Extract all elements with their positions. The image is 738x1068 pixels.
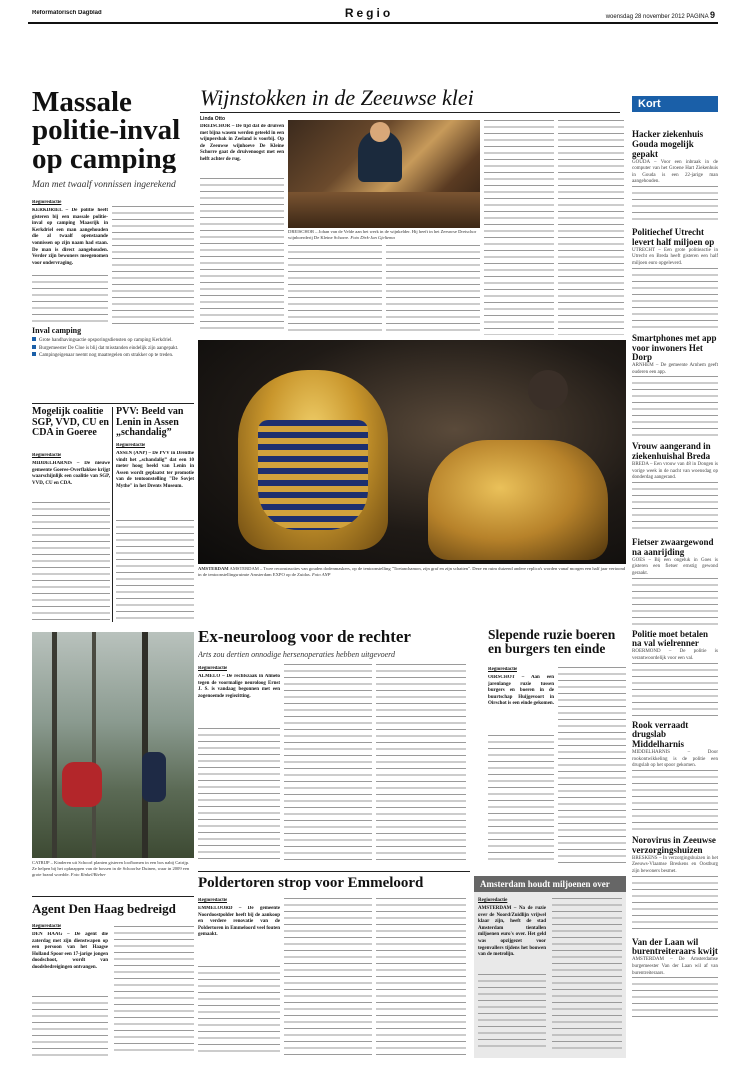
neuro-lead: ALMELO – De rechtszaak in Almelo tegen de voormalige neuroloog Ernst J. S. is vandaag begonnen met een zogenoemde regiezitting. (198, 674, 280, 699)
neuro-body-col1 (198, 728, 280, 863)
top-subhead: Man met twaalf vonnissen ingerekend (32, 180, 176, 190)
coalitie-dateline: Regioredactie (32, 453, 62, 458)
sidebar-item-lead: BREDA – Een vrouw van 48 in Dongen is vorige week in de nacht van woensdag op donderdag aangerand. (632, 462, 718, 481)
lenin-dateline: Regioredactie (116, 443, 146, 448)
neuro-subhead: Arts zou dertien onnodige hersenoperaties hebben uitgevoerd (198, 650, 395, 659)
main-photo-caption: DREISCHOR – Johan van de Velde aan het werk in de wijnkelder. Hij heeft in het Zeeuwse Dreischor wijnboerderij De Kleine Schorre. Foto Dirk-Jan Gjeltema (288, 229, 477, 240)
coalitie-headline: Mogelijk coalitie SGP, VVD, CU en CDA in Goeree (32, 407, 109, 438)
agent-lead: DEN HAAG – De agent die zaterdag met zijn dienstwapen op een persoon van het Haagse Holland Spoor een 17-jarige jongen doodschoot, wordt van doodsbedreigingen ontvangen. (32, 932, 108, 970)
amsterdam-title: Amsterdam houdt miljoenen over (474, 876, 626, 892)
neuro-body-col2 (284, 664, 372, 863)
sidebar-item-title: Rook verraadt drugslab Middelharnis (632, 719, 689, 750)
child-blue-coat (142, 752, 166, 802)
agent-dateline: Regioredactie (32, 924, 62, 929)
factbox-item: Burgemeester De Cloe is blij dat misstanden eindelijk zijn aangepakt. (32, 345, 192, 353)
top-headline: Massale politie-inval op camping (32, 88, 181, 174)
ruzie-body-col1 (488, 735, 554, 863)
top-body-col2 (112, 206, 194, 324)
factbox-item: Campingeigenaar neemt nog maatregelen om strakker op te treden. (32, 352, 192, 360)
neuro-headline: Ex-neuroloog voor de rechter (198, 628, 411, 646)
sidebar-item-lead: GOES – Bij een ongeluk in Goes is gisteren een fietser ernstig gewond geraakt. (632, 557, 718, 576)
polder-lead: EMMELOORD – De gemeente Noordoostpolder heeft bij de aankoop en verdere renovatie van de Poldertoren in Emmeloord veel fouten gemaakt. (198, 906, 280, 938)
amsterdam-dateline: Regioredactie (478, 898, 508, 903)
sidebar-item-title: Van der Laan wil burentreiteraars kwijt (632, 936, 718, 957)
banner-caption: AMSTERDAM AMSTERDAM – Twee reconstructies van gouden dodenmaskers, op de tentoonstelling "Toetanchamon, zijn graf en zijn schatten". Deze en ruim duizend andere replica's worden vanaf morgen een half jaar vertoond in de tentoonstellingsruimte Amsterdam EXPO op de Zuidas. Foto ANP (198, 566, 626, 577)
top-lead: KERKDRIEL – De politie heeft gisteren bij een massale politie-inval op camping Maasrijk in Kerkdriel een man aangehouden die al twaalf openstaande vonnissen op zijn naam had staan. De man is direct aangehouden. Verder zijn bewoners meegenomen voor ondervraging. (32, 208, 108, 266)
main-body-col4 (484, 120, 554, 335)
neuro-body-col3 (376, 664, 466, 863)
sidebar-item-title: Smartphones met app voor inwoners Het Dorp (632, 332, 717, 363)
agent-body-col2 (114, 926, 194, 1056)
sidebar-item-lead: ARNHEM – De gemeente Arnhem geeft ouderen een app. (632, 363, 718, 375)
sidebar-item-title: Politiechef Utrecht levert half miljoen op (632, 227, 715, 247)
main-body-col5 (558, 120, 624, 335)
sidebar-item-lead: AMSTERDAM – De Amsterdamse burgemeester Van der Laan wil af van burentreiteraars. (632, 957, 718, 976)
lenin-lead: ASSEN (ANP) – De PVV in Drenthe vindt het „schandalig” dat een 10 meter hoog beeld van Lenin in Assen wordt geplaatst ter promotie van de tentoonstelling "De Sovjet Mythe" in het Drents Museum. (116, 451, 194, 489)
top-body-col1 (32, 275, 108, 323)
lenin-body (116, 520, 194, 622)
nemes-stripes-left (258, 420, 368, 530)
visitor-silhouette (528, 370, 568, 410)
agent-headline: Agent Den Haag bedreigd (32, 902, 176, 916)
sidebar-item-title: Vrouw aangerand in ziekenhuishal Breda (632, 441, 711, 462)
gold-mask-right (428, 440, 608, 560)
forest-photo (32, 632, 194, 858)
person-head (370, 122, 390, 142)
child-red-coat (62, 762, 102, 807)
header-rule (28, 22, 718, 24)
agent-body-col1 (32, 996, 108, 1056)
ruzie-headline: Slepende ruzie boeren en burgers ten einde (488, 628, 616, 657)
factbox-title: Inval camping (32, 327, 82, 335)
ruzie-body-col2 (558, 667, 626, 863)
polder-body-col2 (284, 898, 372, 1056)
forest-caption: CATRIJP – Kinderen uit Schoorl planten gisteren loofbomen in een bos nabij Catrijp. Ze helpen bij het opknappen van de bossen in de Schoorlse Duinen, waar in 2009 een grote brand woedde. Foto Rinkel/Bieber (32, 860, 190, 877)
factbox (32, 337, 192, 360)
sidebar-item-title: Hacker ziekenhuis Gouda mogelijk gepakt (632, 129, 704, 159)
amsterdam-box (474, 876, 626, 1058)
ruzie-lead: OIRSCHOT – Aan een jarenlange ruzie tussen burgers en boeren in de buurtschap Huijgevoort in Oirschot is een einde gekomen. (488, 675, 554, 707)
sidebar-item-lead: GOUDA – Voor een inbraak in de computer van het Groene Hart Ziekenhuis in Gouda is een 22-jarige man aangehouden. (632, 159, 718, 185)
sidebar-item-lead: BRESKENS – In verzorgingshuizen in het Zeeuws-Vlaamse Breskens en Oostburg zijn bewoners besmet. (632, 855, 718, 874)
sidebar-label: Kort (632, 96, 718, 112)
winemaker-photo (288, 120, 480, 228)
main-body-col1 (200, 178, 284, 334)
main-byline: Linda Otto (200, 116, 225, 122)
top-dateline: Regioredactie (32, 200, 62, 205)
amsterdam-body-col2 (552, 898, 622, 1052)
factbox-item: Grote handhavingsactie opsporingsdiensten op camping Kerkdriel. (32, 337, 192, 345)
neuro-dateline: Regioredactie (198, 666, 228, 671)
section-title: Regio (344, 6, 394, 20)
polder-dateline: Regioredactie (198, 898, 228, 903)
sidebar-item-lead: MIDDELHARNIS – Door rookontwikkeling is de politie een drugslab op het spoor gekomen. (632, 750, 718, 769)
coalitie-lead: MIDDELHARNIS – De nieuwe gemeente Goeree-Overflakkee krijgt waarschijnlijk een coalitie van SGP, VVD, CU en CDA. (32, 461, 110, 486)
main-body-col2 (288, 245, 382, 335)
tutankhamun-photo (198, 340, 626, 564)
main-body-col3 (386, 245, 480, 335)
sidebar-item-lead: ROERMOND – De politie is verantwoordelijk voor een val. (632, 649, 718, 661)
polder-headline: Poldertoren strop voor Emmeloord (198, 876, 424, 891)
newspaper-name: Reformatorisch Dagblad (32, 10, 102, 16)
amsterdam-body-col1 (478, 974, 546, 1052)
polder-body-col3 (376, 898, 466, 1056)
sidebar-kort (632, 116, 718, 1056)
sidebar-item-title: Fietser zwaargewond na aanrijding (632, 537, 714, 557)
main-lead: DREISCHOR – De tijd dat de druiven met bijna wasem werden geteeld in een wijnpersbak in Zeeland is voorbij. Op de Zeeuwse wijnhoeve De Kleine Schorre gaat de druivenoogst met een helft achter de rug. (200, 124, 284, 162)
sidebar-item-lead: UTRECHT – Een grote politieactie in Utrecht en Breda heeft gisteren een half miljoen euro opgeleverd. (632, 247, 718, 267)
main-headline: Wijnstokken in de Zeeuwse klei (200, 86, 474, 110)
coalitie-body (32, 502, 110, 622)
amsterdam-lead: AMSTERDAM – Na de ruzie over de Noord/Zuidlijn vrijwel klaar zijn, heeft de stad Amsterdam tientallen miljoenen euro's over. Het geld was opzijgezet voor tegenvallers tijdens het bouwen van de metrolijn. (478, 906, 546, 958)
sidebar-item-title: Norovirus in Zeeuwse verzorgingshuizen (632, 835, 716, 855)
page-number: 9 (709, 10, 715, 20)
ruzie-dateline: Regioredactie (488, 667, 518, 672)
lenin-headline: PVV: Beeld van Lenin in Assen „schandalig” (116, 407, 184, 438)
wine-barrels (288, 192, 480, 228)
sidebar-item-title: Politie moet betalen na val wielrenner (632, 628, 708, 649)
date: woensdag 28 november 2012 PAGINA (605, 14, 709, 20)
polder-body-col1 (198, 966, 280, 1056)
date-page (540, 10, 715, 20)
